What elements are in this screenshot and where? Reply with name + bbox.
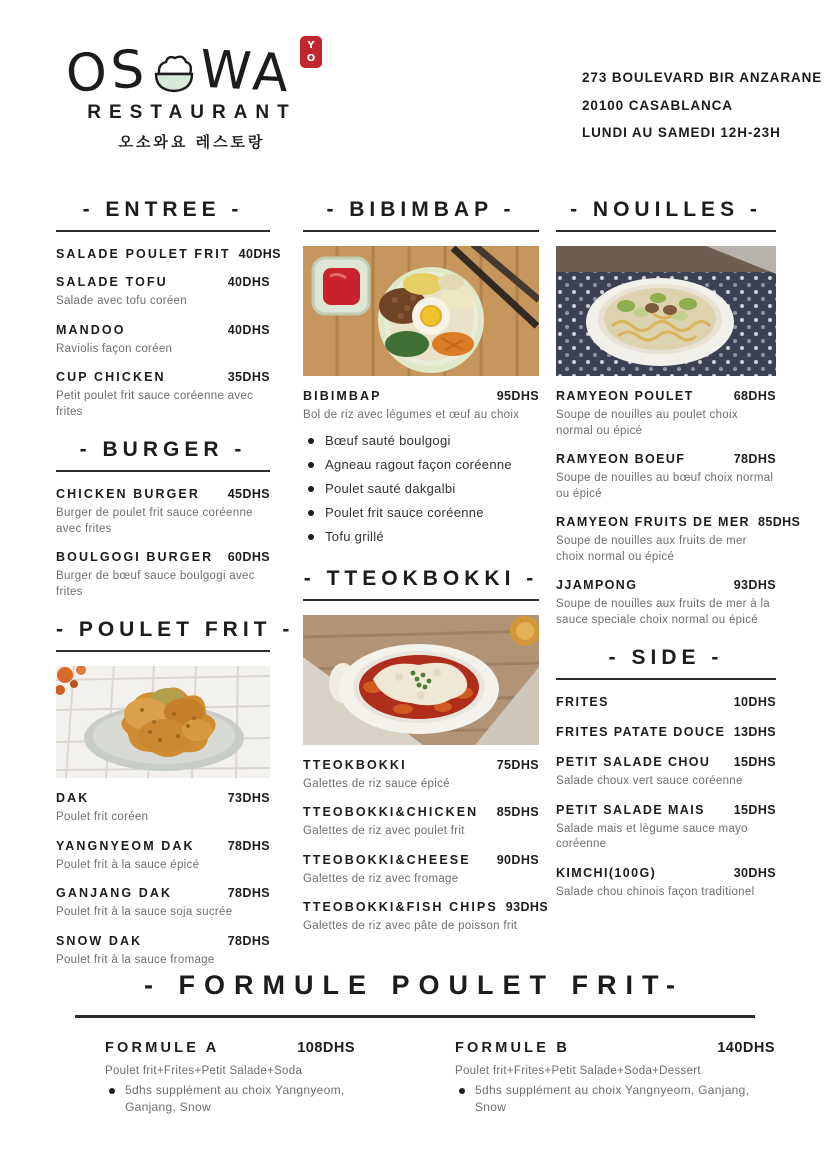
item-name: SNOW DAK bbox=[56, 933, 143, 948]
menu-item bbox=[303, 388, 539, 549]
menu-item bbox=[56, 246, 281, 262]
item-name: KIMCHI(100G) bbox=[556, 865, 657, 880]
item-price: 15DHS bbox=[733, 802, 776, 817]
menu-item bbox=[56, 885, 270, 921]
formule-name: FORMULE A bbox=[105, 1040, 220, 1056]
item-name: TTEOBOKKI&CHICKEN bbox=[303, 805, 479, 820]
item-description: Soupe de nouilles au poulet choix normal ou épicé bbox=[556, 409, 738, 437]
item-name: YANGNYEOM DAK bbox=[56, 838, 195, 853]
formule-note: 5dhs supplément au choix Yangnyeom, Ganjang, Snow bbox=[455, 1082, 775, 1117]
menu-item bbox=[556, 724, 776, 740]
formule-a bbox=[105, 1040, 355, 1117]
item-description: Raviolis façon coréen bbox=[56, 342, 173, 355]
section-tteokbokki bbox=[303, 566, 549, 935]
item-price: 15DHS bbox=[733, 755, 776, 770]
item-price: 85DHS bbox=[496, 805, 539, 820]
poulet-frit-photo bbox=[56, 666, 270, 778]
yo-badge: YO bbox=[300, 36, 322, 68]
item-name: GANJANG DAK bbox=[56, 886, 173, 901]
item-price: 73DHS bbox=[227, 791, 270, 806]
opening-hours: LUNDI AU SAMEDI 12H-23H bbox=[582, 125, 781, 141]
menu-item bbox=[56, 486, 270, 537]
menu-item bbox=[556, 694, 776, 710]
menu-item bbox=[303, 899, 549, 935]
item-description: Burger de poulet frit sauce coréenne avec frites bbox=[56, 507, 253, 535]
item-price: 10DHS bbox=[733, 695, 776, 710]
item-description: Poulet frit coréen bbox=[56, 811, 149, 824]
tteokbokki-photo bbox=[303, 615, 539, 745]
menu-item bbox=[56, 549, 270, 600]
item-description: Burger de bœuf sauce boulgogi avec frites bbox=[56, 570, 255, 598]
menu-item bbox=[556, 577, 776, 628]
item-price: 45DHS bbox=[227, 487, 270, 502]
item-name: RAMYEON POULET bbox=[556, 389, 694, 403]
section-title-nouilles: - NOUILLES - bbox=[570, 198, 762, 221]
logo-korean-text: 오소와요 레스토랑 bbox=[118, 134, 266, 151]
item-name: TTEOBOKKI&CHEESE bbox=[303, 852, 471, 867]
item-price: 78DHS bbox=[227, 933, 270, 948]
item-price: 40DHS bbox=[227, 275, 270, 289]
menu-item bbox=[556, 754, 776, 790]
menu-item bbox=[303, 804, 539, 840]
section-title-entree: - ENTREE - bbox=[82, 198, 244, 221]
item-name: FRITES PATATE DOUCE bbox=[556, 725, 726, 740]
item-price: 93DHS bbox=[733, 578, 776, 593]
menu-item bbox=[556, 802, 776, 853]
item-name: JJAMPONG bbox=[556, 578, 638, 593]
logo-text-right: WA bbox=[198, 39, 294, 105]
menu-item bbox=[303, 757, 539, 793]
item-price: 60DHS bbox=[227, 550, 270, 565]
column-middle bbox=[303, 198, 549, 947]
option-item: Bœuf sauté boulgogi bbox=[303, 429, 539, 453]
column-left bbox=[56, 198, 295, 980]
section-title-side: - SIDE - bbox=[608, 646, 724, 670]
menu-item bbox=[56, 790, 270, 826]
formule-description: Poulet frit+Frites+Petit Salade+Soda+Dessert bbox=[455, 1065, 701, 1077]
formule-name: FORMULE B bbox=[455, 1040, 570, 1056]
item-description: Petit poulet frit sauce coréenne avec frites bbox=[56, 390, 254, 418]
formule-title: - FORMULE POULET FRIT- bbox=[144, 970, 684, 1000]
section-divider bbox=[56, 230, 270, 232]
menu-item bbox=[556, 388, 776, 439]
section-divider bbox=[56, 470, 270, 472]
section-bibimbap bbox=[303, 198, 539, 549]
item-name: BIBIMBAP bbox=[303, 389, 382, 403]
section-burger bbox=[56, 438, 270, 600]
menu-item bbox=[56, 322, 270, 358]
section-poulet-frit bbox=[56, 618, 295, 968]
item-description: Soupe de nouilles aux fruits de mer à la sauce speciale choix normal ou épicé bbox=[556, 598, 771, 626]
item-price: 78DHS bbox=[227, 886, 270, 901]
section-divider bbox=[556, 678, 776, 680]
nouilles-photo bbox=[556, 246, 776, 376]
formule-note: 5dhs supplément au choix Yangnyeom, Ganjang, Snow bbox=[105, 1082, 355, 1117]
item-name: PETIT SALADE MAIS bbox=[556, 802, 705, 817]
section-divider bbox=[556, 230, 776, 232]
item-name: BOULGOGI BURGER bbox=[56, 550, 214, 565]
item-description: Poulet frit à la sauce fromage bbox=[56, 953, 215, 966]
bibimbap-photo bbox=[303, 246, 539, 376]
item-name: RAMYEON FRUITS DE MER bbox=[556, 515, 750, 530]
item-name: SALADE POULET FRIT bbox=[56, 247, 231, 261]
item-price: 40DHS bbox=[238, 247, 281, 261]
item-price: 78DHS bbox=[227, 838, 270, 853]
item-description: Salade choux vert sauce coréenne bbox=[556, 775, 743, 788]
item-description: Salade chou chinois façon traditionel bbox=[556, 885, 755, 898]
item-description: Galettes de riz avec pâte de poisson frit bbox=[303, 920, 518, 933]
section-entree bbox=[56, 198, 281, 420]
restaurant-logo bbox=[63, 39, 320, 152]
formule-price: 108DHS bbox=[297, 1040, 355, 1056]
item-name: MANDOO bbox=[56, 322, 126, 337]
menu-item bbox=[556, 514, 801, 565]
item-description: Soupe de nouilles aux fruits de mer choix normal ou épicé bbox=[556, 535, 747, 563]
item-price: 95DHS bbox=[496, 389, 539, 403]
item-price: 90DHS bbox=[496, 852, 539, 867]
item-name: CHICKEN BURGER bbox=[56, 487, 200, 502]
item-price: 93DHS bbox=[505, 900, 549, 915]
menu-item bbox=[56, 369, 270, 420]
option-item: Poulet frit sauce coréenne bbox=[303, 501, 539, 525]
item-price: 13DHS bbox=[733, 725, 776, 740]
item-description: Galettes de riz sauce épicé bbox=[303, 777, 450, 790]
rice-bowl-icon bbox=[151, 51, 197, 97]
section-title-poulet-frit: - POULET FRIT - bbox=[56, 618, 295, 642]
item-description: Soupe de nouilles au bœuf choix normal ou épicé bbox=[556, 472, 774, 500]
logo-text-left: OS bbox=[63, 39, 150, 105]
formule-section bbox=[0, 970, 828, 1115]
menu-item bbox=[56, 933, 270, 969]
item-description: Galettes de riz avec fromage bbox=[303, 872, 459, 885]
address-line-2: 20100 CASABLANCA bbox=[582, 97, 733, 113]
item-name: TTEOBOKKI&FISH CHIPS bbox=[303, 900, 498, 915]
option-item: Poulet sauté dakgalbi bbox=[303, 477, 539, 501]
item-price: 35DHS bbox=[227, 370, 270, 385]
item-name: CUP CHICKEN bbox=[56, 370, 166, 385]
option-item: Tofu grillé bbox=[303, 525, 539, 549]
section-title-burger: - BURGER - bbox=[79, 438, 247, 462]
item-description: Poulet frit à la sauce soja sucrée bbox=[56, 906, 233, 919]
item-name: SALADE TOFU bbox=[56, 275, 168, 289]
item-description: Poulet frit à la sauce épicé bbox=[56, 858, 200, 871]
item-price: 85DHS bbox=[758, 515, 801, 530]
formule-description: Poulet frit+Frites+Petit Salade+Soda bbox=[105, 1065, 303, 1077]
item-price: 40DHS bbox=[227, 322, 270, 337]
formule-b bbox=[455, 1040, 775, 1117]
item-name: TTEOKBOKKI bbox=[303, 757, 407, 772]
address-line-1: 273 BOULEVARD BIR ANZARANE bbox=[582, 70, 823, 85]
section-title-tteokbokki: - TTEOKBOKKI - bbox=[303, 566, 539, 590]
bibimbap-options-list bbox=[303, 429, 539, 549]
column-right bbox=[556, 198, 801, 912]
menu-item bbox=[56, 274, 270, 310]
item-description: Salade mais et lègume sauce mayo coréenne bbox=[556, 822, 748, 851]
item-price: 68DHS bbox=[733, 389, 776, 403]
item-price: 75DHS bbox=[496, 757, 539, 772]
item-price: 78DHS bbox=[733, 452, 776, 467]
item-name: DAK bbox=[56, 791, 90, 806]
item-price: 30DHS bbox=[733, 865, 776, 880]
section-nouilles bbox=[556, 198, 801, 628]
menu-item bbox=[303, 852, 539, 888]
section-divider bbox=[56, 650, 270, 652]
logo-subtitle: RESTAURANT bbox=[87, 102, 297, 123]
item-description: Bol de riz avec légumes et œuf au choix bbox=[303, 409, 520, 421]
section-title-bibimbap: - BIBIMBAP - bbox=[326, 198, 516, 221]
section-side bbox=[556, 646, 776, 900]
item-name: PETIT SALADE CHOU bbox=[556, 755, 711, 770]
section-divider bbox=[303, 599, 539, 601]
option-item: Agneau ragout façon coréenne bbox=[303, 453, 539, 477]
item-name: RAMYEON BOEUF bbox=[556, 452, 686, 467]
section-divider bbox=[303, 230, 539, 232]
restaurant-info bbox=[582, 64, 822, 147]
logo-wordmark bbox=[63, 39, 320, 105]
menu-item bbox=[556, 451, 776, 502]
formule-divider bbox=[75, 1015, 755, 1018]
item-description: Salade avec tofu coréen bbox=[56, 295, 187, 307]
item-description: Galettes de riz avec poulet frit bbox=[303, 825, 465, 838]
item-name: FRITES bbox=[556, 695, 609, 710]
menu-item bbox=[56, 838, 270, 874]
menu-item bbox=[556, 865, 776, 901]
formule-price: 140DHS bbox=[717, 1040, 775, 1056]
